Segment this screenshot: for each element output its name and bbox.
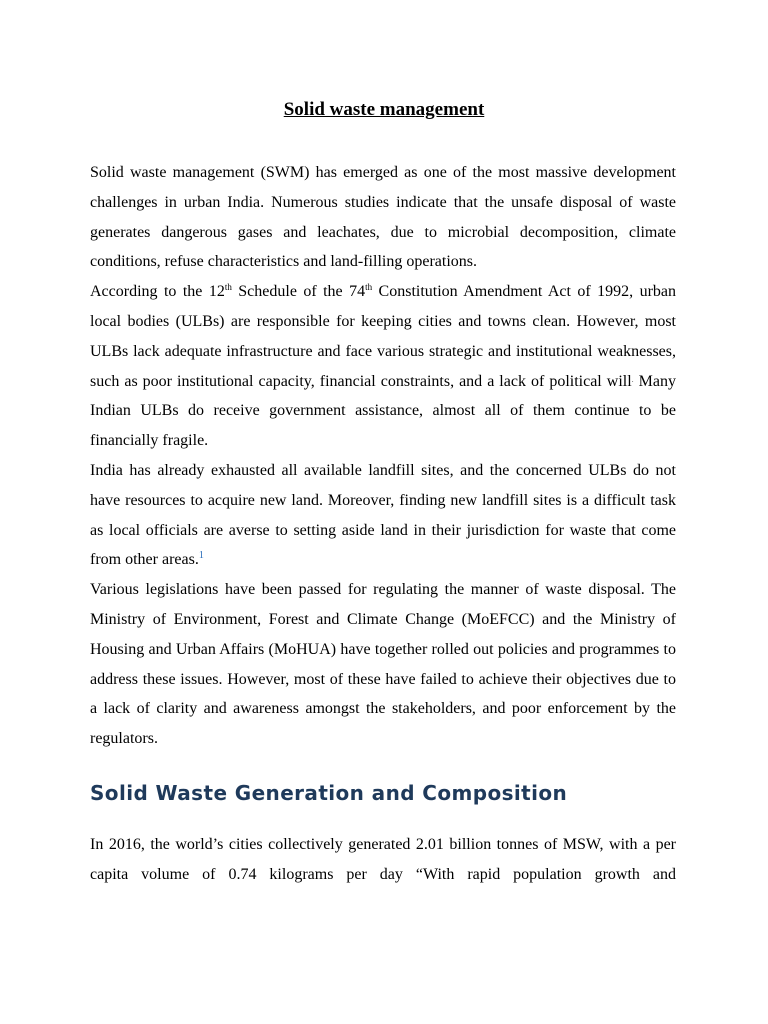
paragraph-ulb-text-4: Many Indian ULBs do receive government assistance, almost all of them continue to be financially fragile. [90, 372, 676, 450]
paragraph-landfill [90, 456, 676, 575]
superscript-th: th [365, 282, 373, 293]
superscript-th: th [224, 282, 232, 293]
paragraph-legislation: Various legislations have been passed for regulating the manner of waste disposal. The Ministry of Environment, Forest and Climate Change (MoEFCC) and the Ministry of Housing and Urban Affairs (MoHUA) have together rolled out policies and programmes to address these issues. However, most of these have failed to achieve their objectives due to a lack of clarity and awareness amongst the stakeholders, and poor enforcement by the regulators. [90, 581, 676, 748]
footnote-reference-link[interactable]: 1 [198, 550, 204, 562]
document-title: Solid waste management [283, 99, 485, 120]
section-body [90, 830, 676, 890]
document-body [90, 158, 676, 754]
paragraph-ulb-text-3: Constitution Amendment Act of 1992, urban local bodies (ULBs) are responsible for keeping cities and towns clean. However, most ULBs lack adequate infrastructure and face various strategic and institutional weaknesses, such as poor institutional capacity, financial constraints, and a lack of political will [90, 283, 677, 390]
paragraph-ulb-text-2: Schedule of the 74 [231, 283, 366, 301]
paragraph-ulb [90, 277, 676, 456]
footnote-dot: . [631, 374, 634, 384]
paragraph-ulb-text-1: According to the 12 [90, 283, 225, 301]
paragraph-landfill-text: India has already exhausted all available landfill sites, and the concerned ULBs do not have resources to acquire new land. Moreover, finding new landfill sites is a difficult task as local officials are averse to setting aside land in their jurisdiction for waste that come from other areas. [90, 461, 676, 569]
paragraph-generation: In 2016, the world’s cities collectively generated 2.01 billion tonnes of MSW, with a per capita volume of 0.74 kilograms per day “With rapid population growth and [90, 836, 676, 883]
paragraph-intro: Solid waste management (SWM) has emerged as one of the most massive development challenges in urban India. Numerous studies indicate that the unsafe disposal of waste generates dangerous gases and leachates, due to microbial decomposition, climate conditions, refuse characteristics and land-filling operations. [90, 164, 676, 271]
section-heading: Solid Waste Generation and Composition [90, 781, 568, 805]
